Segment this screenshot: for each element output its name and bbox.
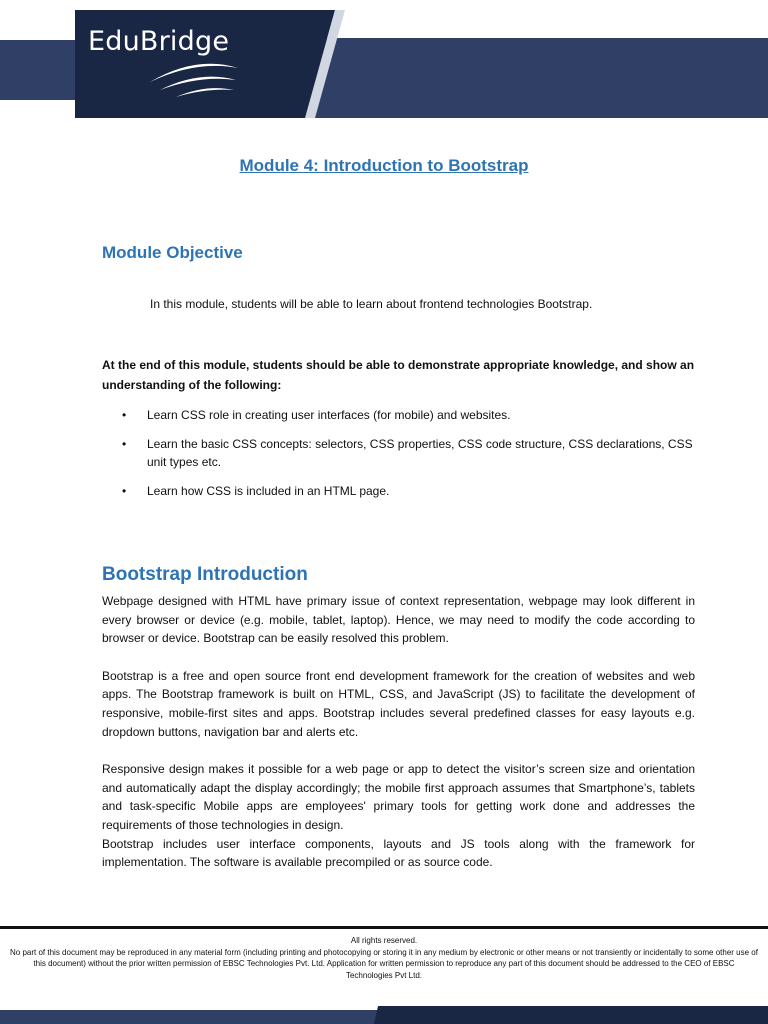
paragraph: Bootstrap is a free and open source front end development framework for the creation of websites and web apps. The Bootstrap framework is built on HTML, CSS, and JavaScript (JS) to facilitate the development of responsive, mobile-first sites and apps. Bootstrap includes several predefined classes for easy layouts e.g. dropdown buttons, navigation bar and alerts etc. bbox=[102, 668, 695, 739]
footer-navy-band bbox=[374, 1006, 768, 1024]
rights-reserved: All rights reserved. bbox=[350, 936, 418, 945]
bootstrap-intro-body bbox=[102, 592, 695, 872]
footer-banner bbox=[0, 1006, 768, 1024]
footer-divider bbox=[0, 926, 768, 929]
paragraph: Webpage designed with HTML have primary issue of context representation, webpage may look different in every browser or device (e.g. mobile, tablet, laptop). Hence, we may need to modify the code according to browser or device. Bootstrap can be easily resolved this problem. bbox=[102, 594, 695, 646]
list-item-text: Learn the basic CSS concepts: selectors, CSS properties, CSS code structure, CSS declarations, CSS unit types etc. bbox=[147, 437, 693, 469]
paragraph: Bootstrap includes user interface components, layouts and JS tools along with the framework for implementation. The software is available precompiled or as source code. bbox=[102, 836, 695, 870]
header-slate-band bbox=[290, 38, 768, 118]
footer-notice bbox=[10, 935, 758, 981]
list-item-text: Learn CSS role in creating user interfaces (for mobile) and websites. bbox=[147, 408, 511, 422]
bullet-icon: • bbox=[122, 408, 127, 422]
bootstrap-intro-heading: Bootstrap Introduction bbox=[102, 564, 308, 585]
learning-outcomes-list bbox=[102, 406, 700, 511]
objective-text: In this module, students will be able to learn about frontend technologies Bootstrap. bbox=[150, 297, 593, 311]
list-item bbox=[102, 482, 700, 500]
list-item bbox=[102, 435, 700, 471]
copyright-notice: No part of this document may be reproduced in any material form (including printing and photocopying or storing it in any medium by electronic or other means or not transiently or incidentally to some other use of this document) without the prior written permission of EBSC Technologies Pvt. Ltd. Application for written permission to reproduce any part of this document should be addressed to the CEO of EBSC Technologies Pvt Ltd. bbox=[10, 947, 758, 980]
list-item bbox=[102, 406, 700, 424]
header-banner bbox=[0, 0, 768, 120]
bullet-icon: • bbox=[122, 437, 127, 451]
logo-text: EduBridge bbox=[88, 26, 230, 57]
objective-heading: Module Objective bbox=[102, 243, 243, 262]
learning-outcomes-intro: At the end of this module, students should be able to demonstrate appropriate knowledge, and show an understanding of the following: bbox=[102, 358, 695, 392]
bullet-icon: • bbox=[122, 484, 127, 498]
list-item-text: Learn how CSS is included in an HTML page. bbox=[147, 484, 390, 498]
page-title: Module 4: Introduction to Bootstrap bbox=[239, 156, 529, 175]
paragraph: Responsive design makes it possible for a web page or app to detect the visitor’s screen size and orientation and automatically adapt the display accordingly; the mobile first approach assumes that Smartphone’s, tablets and task-specific Mobile apps are employees' primary tools for getting work done and addresses the requirements of those technologies in design. bbox=[102, 762, 695, 832]
header-left-band bbox=[0, 40, 75, 100]
